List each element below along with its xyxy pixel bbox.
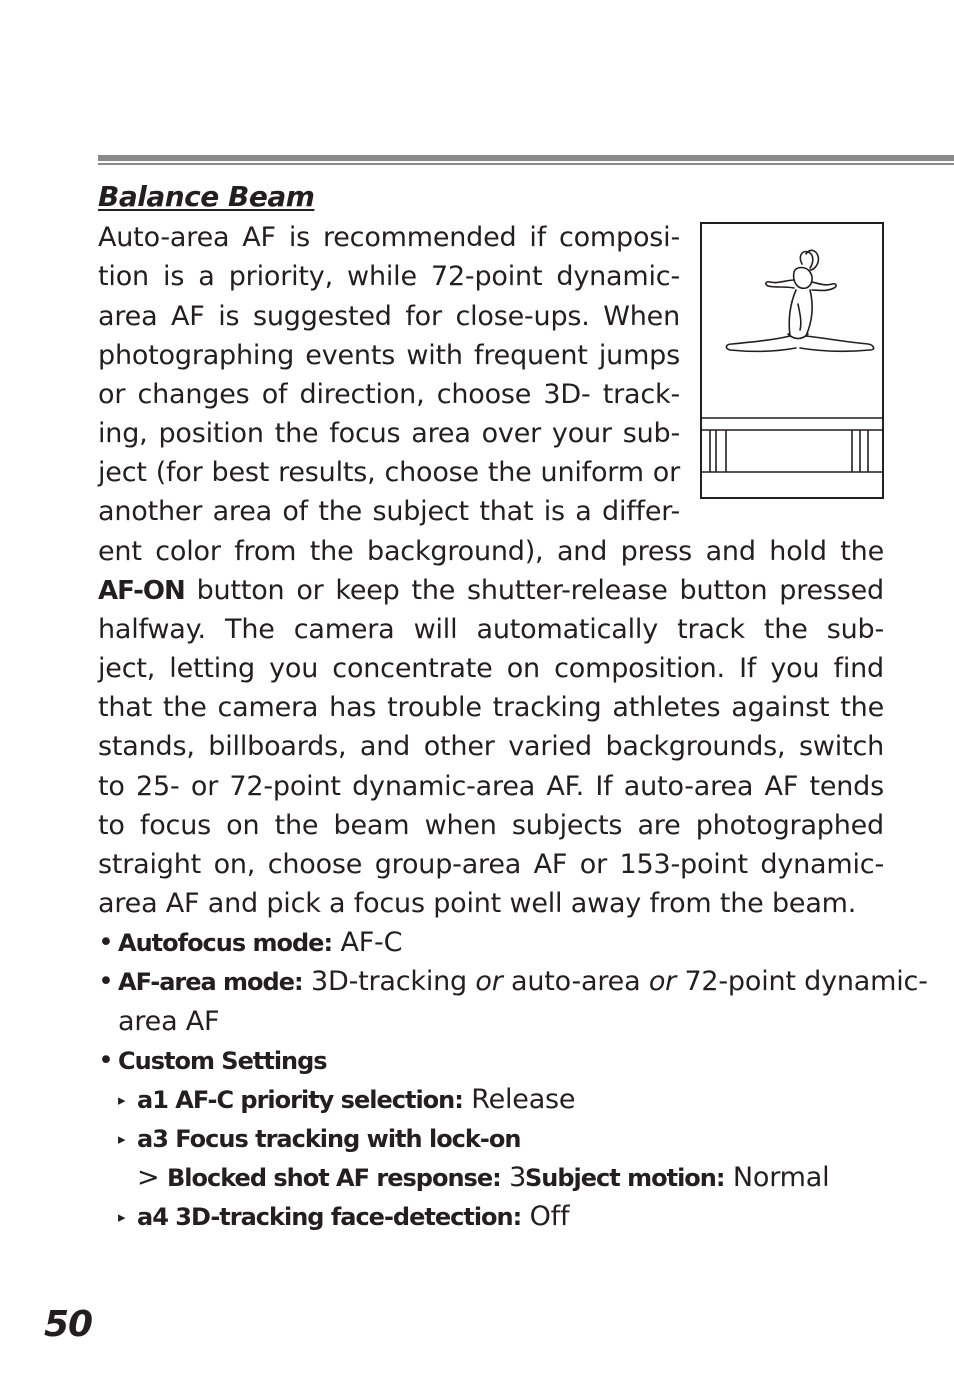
autofocus-mode-item [118,927,402,959]
body-line: tion is a priority, while 72-point dynamic- [98,261,680,292]
bullet-symbol: • [98,927,114,958]
subject-motion-setting [525,1162,829,1194]
body-line: to focus on the beam when subjects are photographed [98,810,884,841]
body-line: ject, letting you concentrate on composition. If you find [98,653,884,684]
header-rule [98,155,954,165]
body-line: area AF and pick a focus point well away from the beam. [98,888,857,919]
or-word: or [475,966,503,997]
body-line: Auto-area AF is recommended if composi- [98,222,680,253]
a3-label: a3 Focus tracking with lock-on [137,1125,521,1153]
body-text: button or keep the shutter-release button pressed [196,575,884,606]
arrow-bullet-icon: ▸ [118,1208,126,1226]
a4-setting [137,1201,569,1233]
blocked-shot-label: Blocked shot AF response: [167,1164,501,1192]
custom-settings-label: Custom Settings [118,1047,327,1075]
arrow-bullet-icon: ▸ [118,1130,126,1148]
section-heading: Balance Beam [98,180,315,213]
bullet-symbol: • [98,1045,114,1076]
body-line: ent color from the background), and press and hold the [98,536,884,567]
a1-setting [137,1084,575,1116]
af-area-mode-item [118,966,928,998]
af-area-value-3-cont: area AF [118,1006,220,1037]
af-on-button-label: AF-ON [98,576,185,606]
af-area-value-1: 3D-tracking [311,966,467,997]
body-line: stands, billboards, and other varied backgrounds, switch [98,731,884,762]
a1-label: a1 AF-C priority selection: [137,1086,463,1114]
a4-label: a4 3D-tracking face-detection: [137,1203,522,1231]
subject-motion-value: Normal [732,1162,830,1193]
page-number: 50 [44,1304,93,1345]
body-line: photographing events with frequent jumps [98,340,680,371]
body-line: that the camera has trouble tracking athletes against the [98,692,884,723]
blocked-shot-setting [167,1162,526,1194]
body-line: to 25- or 72-point dynamic-area AF. If auto-area AF tends [98,771,884,802]
body-line: ing, position the focus area over your sub- [98,418,680,449]
body-line: area AF is suggested for close-ups. When [98,301,680,332]
body-line: another area of the subject that is a differ- [98,496,680,527]
a1-value: Release [471,1084,576,1115]
body-line: or changes of direction, choose 3D- track- [98,379,680,410]
body-line-af-on [98,575,884,607]
af-area-mode-label: AF-area mode: [118,968,303,996]
af-area-value-3: 72-point dynamic- [684,966,928,997]
autofocus-mode-value: AF-C [340,927,403,958]
autofocus-mode-label: Autofocus mode: [118,929,333,957]
bullet-symbol: • [98,966,114,997]
or-word: or [648,966,677,997]
body-line: straight on, choose group-area AF or 153-point dynamic- [98,849,884,880]
a4-value: Off [529,1201,570,1232]
sub-marker: > [137,1162,160,1193]
gymnast-on-beam-icon [702,224,882,497]
arrow-bullet-icon: ▸ [118,1091,126,1109]
af-area-value-2: auto-area [511,966,641,997]
body-line: ject (for best results, choose the uniform or [98,457,680,488]
blocked-shot-value: 3 [509,1162,527,1193]
subject-motion-label: Subject motion: [525,1164,725,1192]
gymnast-illustration [700,222,884,499]
body-line: halfway. The camera will automatically track the sub- [98,614,884,645]
